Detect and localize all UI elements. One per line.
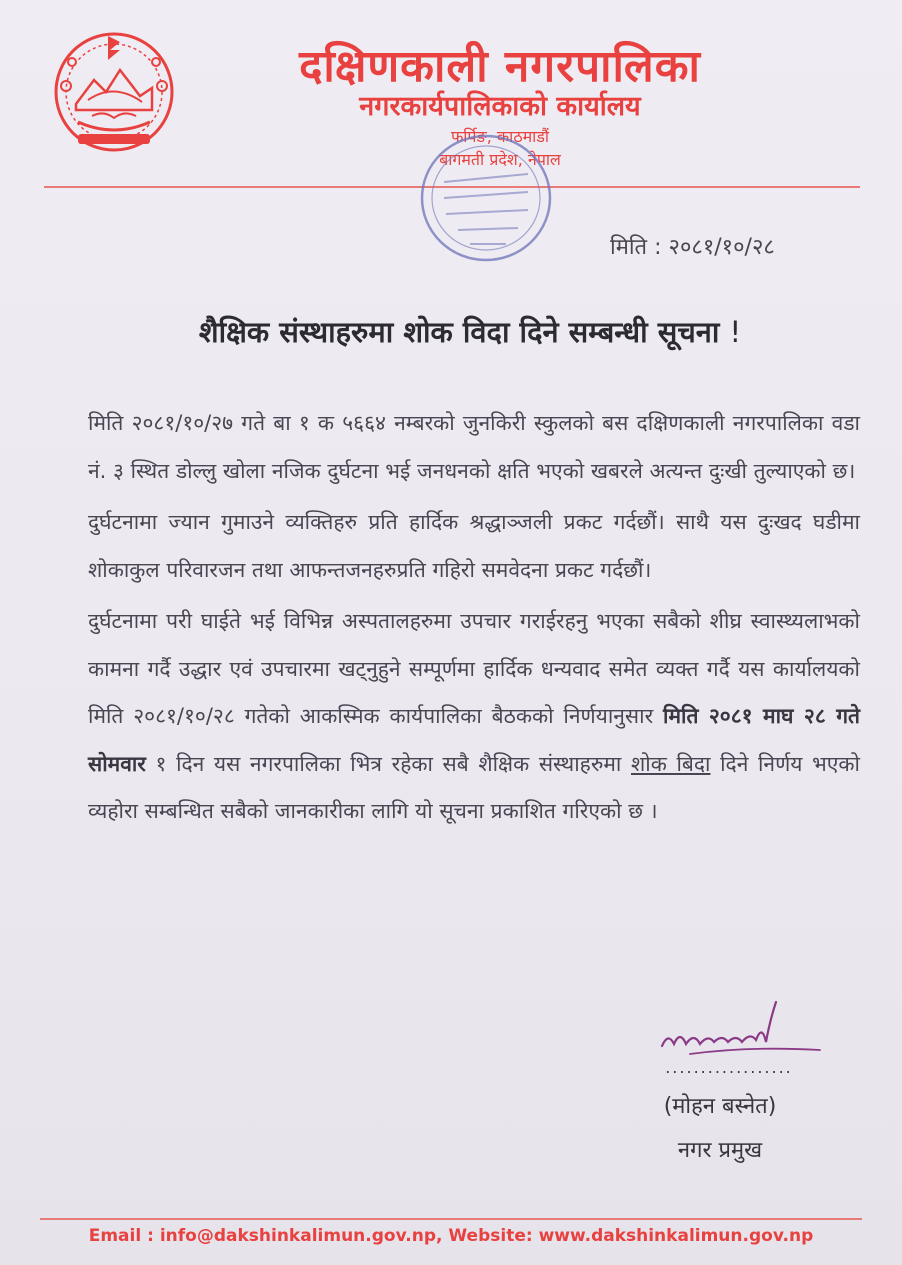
date-value: २०८१/१०/२८ bbox=[668, 235, 775, 260]
footer-contact bbox=[40, 1226, 862, 1246]
notice-title bbox=[90, 312, 850, 351]
address-line-2: बागमती प्रदेश, नेपाल bbox=[439, 150, 561, 169]
paragraph-1: मिति २०८१/१०/२७ गते बा १ क ५६६४ नम्बरको जुनकिरी स्कुलको बस दक्षिणकाली नगरपालिका वडा नं. ३ स्थित डोल्लु खोला नजिक दुर्घटना भई जनधनको क्षति भएको खबरले अत्यन्त दुःखी तुल्याएको छ। bbox=[88, 411, 860, 483]
signature-line: .................. bbox=[665, 1058, 793, 1077]
signatory-name: (मोहन बस्नेत) bbox=[663, 1094, 777, 1119]
signature-icon bbox=[650, 996, 830, 1066]
title-mark: ! bbox=[729, 315, 742, 349]
nepal-emblem-icon bbox=[48, 26, 180, 158]
paragraph-3-start: दुर्घटनामा परी घाईते भई विभिन्न अस्पतालहरुमा उपचार गराईरहनु भएका सबैको शीघ्र स्वास्थ्यलाभको कामना गर्दै उद्धार एवं उपचारमा खट्नुहुने सम्पूर्णमा हार्दिक धन्यवाद समेत व्यक्त गर्दै यस कार्यालयको मिति २०८१/१०/२८ गतेको आकस्मिक कार्यपालिका बैठकको निर्णयानुसार bbox=[88, 609, 860, 728]
title-text: शैक्षिक संस्थाहरुमा शोक विदा दिने सम्बन्धी सूचना bbox=[198, 315, 720, 349]
holiday-date: मिति २०८१ माघ २८ गते सोमवार bbox=[88, 704, 861, 776]
notice-date bbox=[610, 231, 870, 261]
date-label: मिति : bbox=[610, 235, 662, 260]
paragraph-3-mid: १ दिन यस नगरपालिका भित्र रहेका सबै शैक्षिक संस्थाहरुमा bbox=[155, 751, 622, 776]
paragraph-3 bbox=[88, 598, 860, 836]
notice-body bbox=[88, 400, 860, 840]
org-name: दक्षिणकाली नगरपालिका bbox=[299, 41, 701, 92]
address-line-1: फर्पिङ, काठमाडौं bbox=[450, 127, 550, 146]
office-name: नगरकार्यपालिकाको कार्यालय bbox=[359, 91, 641, 122]
website-label: Website: bbox=[448, 1226, 533, 1246]
paragraph-3-end: दिने निर्णय भएको व्यहोरा सम्बन्धित सबैको जानकारीका लागि यो सूचना प्रकाशित गरिएको छ । bbox=[88, 751, 860, 823]
email-label: Email : bbox=[88, 1226, 154, 1246]
email-link[interactable]: info@dakshinkalimun.gov.np, bbox=[159, 1226, 443, 1246]
footer-divider bbox=[40, 1218, 862, 1220]
office-stamp-icon bbox=[410, 124, 560, 270]
mourning-leave: शोक बिदा bbox=[631, 751, 711, 776]
signatory-title: नगर प्रमुख bbox=[677, 1138, 763, 1163]
website-link[interactable]: www.dakshinkalimun.gov.np bbox=[538, 1226, 814, 1246]
paragraph-2: दुर्घटनामा ज्यान गुमाउने व्यक्तिहरु प्रति हार्दिक श्रद्धाञ्जली प्रकट गर्दछौं। साथै यस दुःखद घडीमा शोकाकुल परिवारजन तथा आफन्तजनहरुप्रति गहिरो समवेदना प्रकट गर्दछौं। bbox=[88, 510, 860, 582]
